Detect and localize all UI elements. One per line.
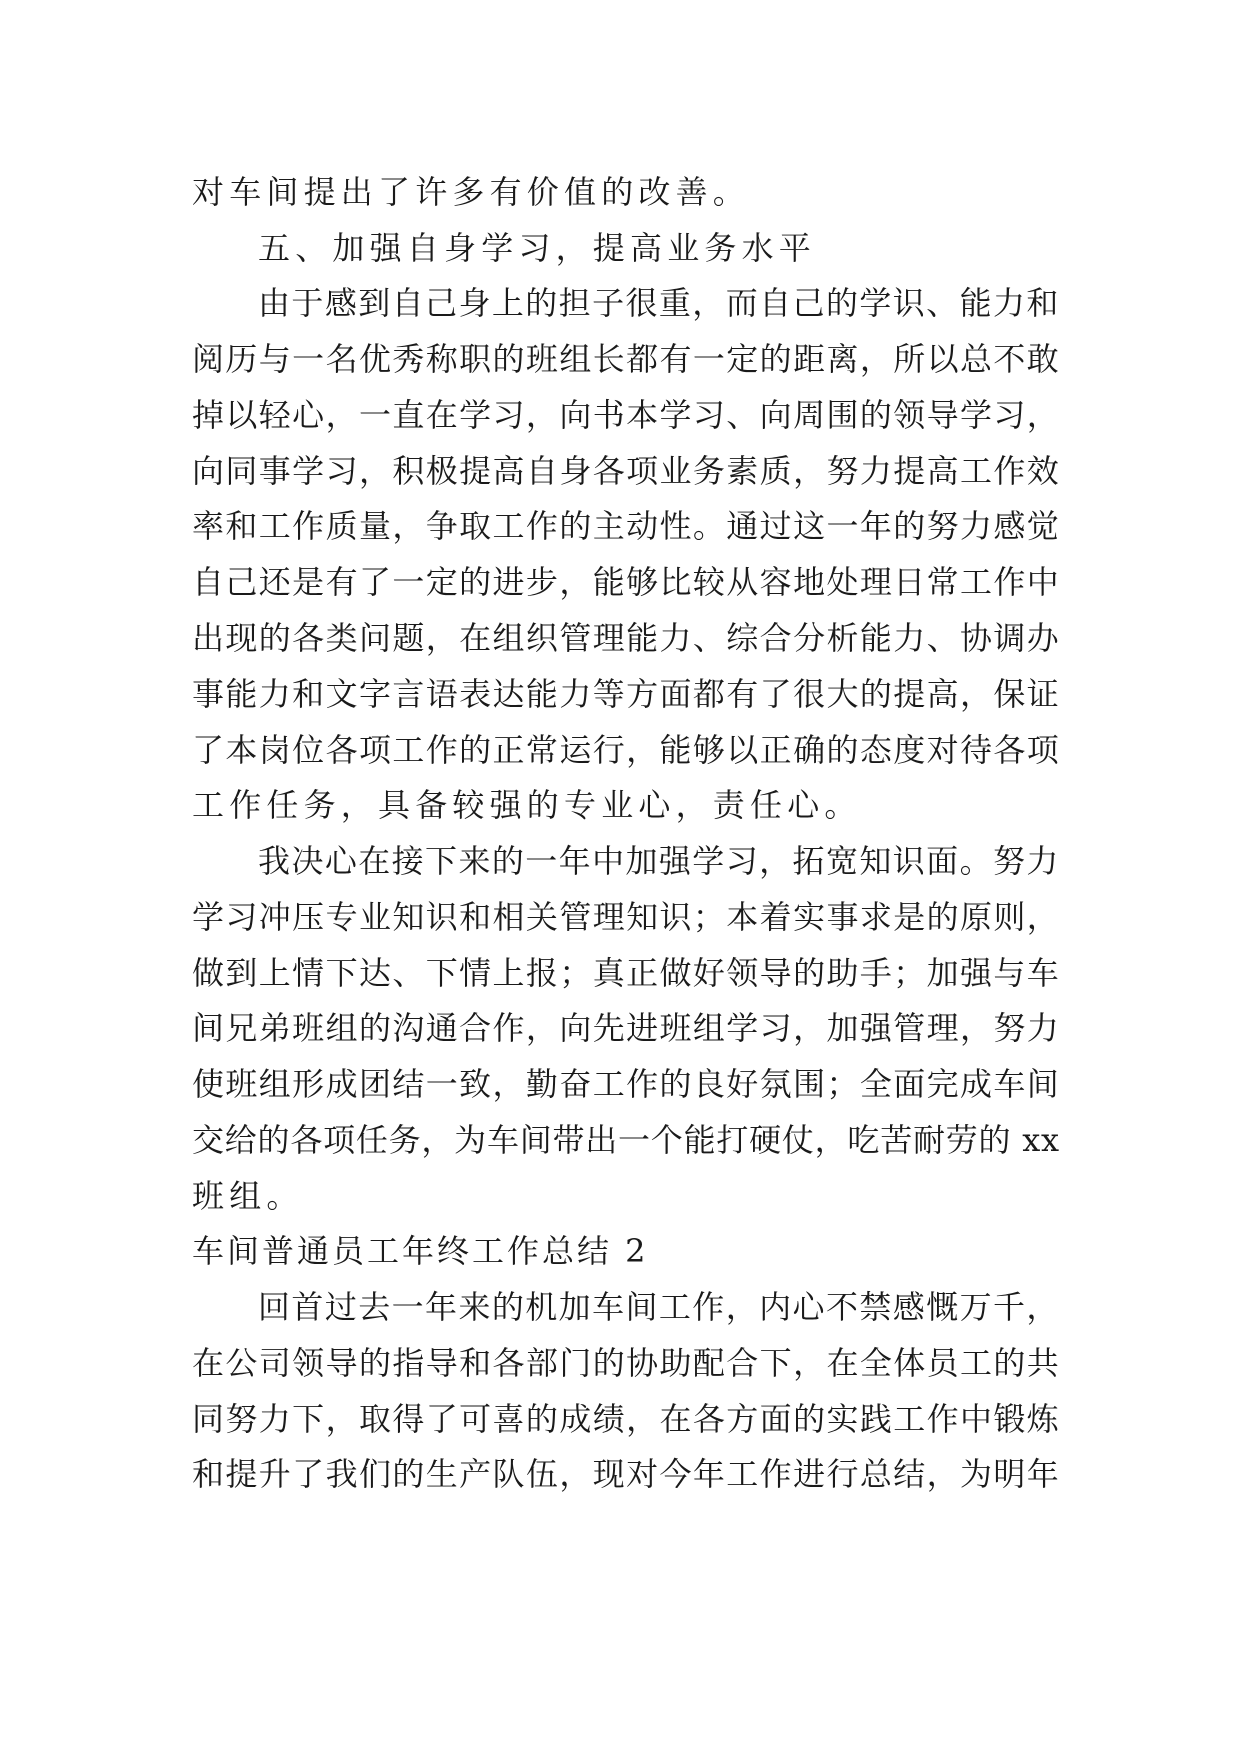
text-line: 率和工作质量，争取工作的主动性。通过这一年的努力感觉 [192, 507, 1061, 545]
text-line: 在公司领导的指导和各部门的协助配合下，在全体员工的共 [192, 1344, 1061, 1382]
text-line: 向同事学习，积极提高自身各项业务素质，努力提高工作效 [192, 452, 1061, 490]
text-line: 掉以轻心，一直在学习，向书本学习、向周围的领导学习， [192, 396, 1061, 434]
text-line: 回首过去一年来的机加车间工作，内心不禁感慨万千， [258, 1288, 1060, 1326]
text-line: 间兄弟班组的沟通合作，向先进班组学习，加强管理，努力 [192, 1009, 1061, 1047]
section-heading: 五、加强自身学习，提高业务水平 [258, 229, 817, 267]
text-line: 自己还是有了一定的进步，能够比较从容地处理日常工作中 [192, 563, 1061, 601]
text-line: 学习冲压专业知识和相关管理知识；本着实事求是的原则， [192, 898, 1061, 936]
text-line: 同努力下，取得了可喜的成绩，在各方面的实践工作中锻炼 [192, 1400, 1061, 1438]
text-line: 做到上情下达、下情上报；真正做好领导的助手；加强与车 [192, 954, 1061, 992]
text-line: 和提升了我们的生产队伍，现对今年工作进行总结，为明年 [192, 1455, 1061, 1493]
text-line: 事能力和文字言语表达能力等方面都有了很大的提高，保证 [192, 675, 1061, 713]
text-line: 使班组形成团结一致，勤奋工作的良好氛围；全面完成车间 [192, 1065, 1061, 1103]
text-line: 我决心在接下来的一年中加强学习，拓宽知识面。努力 [258, 842, 1060, 880]
text-line: 班组。 [192, 1177, 304, 1215]
text-line: 出现的各类问题，在组织管理能力、综合分析能力、协调办 [192, 619, 1061, 657]
text-line: 工作任务，具备较强的专业心，责任心。 [192, 786, 862, 824]
text-line: 由于感到自己身上的担子很重，而自己的学识、能力和 [258, 284, 1060, 322]
text-line: 了本岗位各项工作的正常运行，能够以正确的态度对待各项 [192, 731, 1061, 769]
text-line: 交给的各项任务，为车间带出一个能打硬仗，吃苦耐劳的 xx [192, 1121, 1060, 1159]
document-title: 车间普通员工年终工作总结 2 [192, 1232, 649, 1270]
text-line: 对车间提出了许多有价值的改善。 [192, 173, 751, 211]
text-line: 阅历与一名优秀称职的班组长都有一定的距离，所以总不敢 [192, 340, 1061, 378]
